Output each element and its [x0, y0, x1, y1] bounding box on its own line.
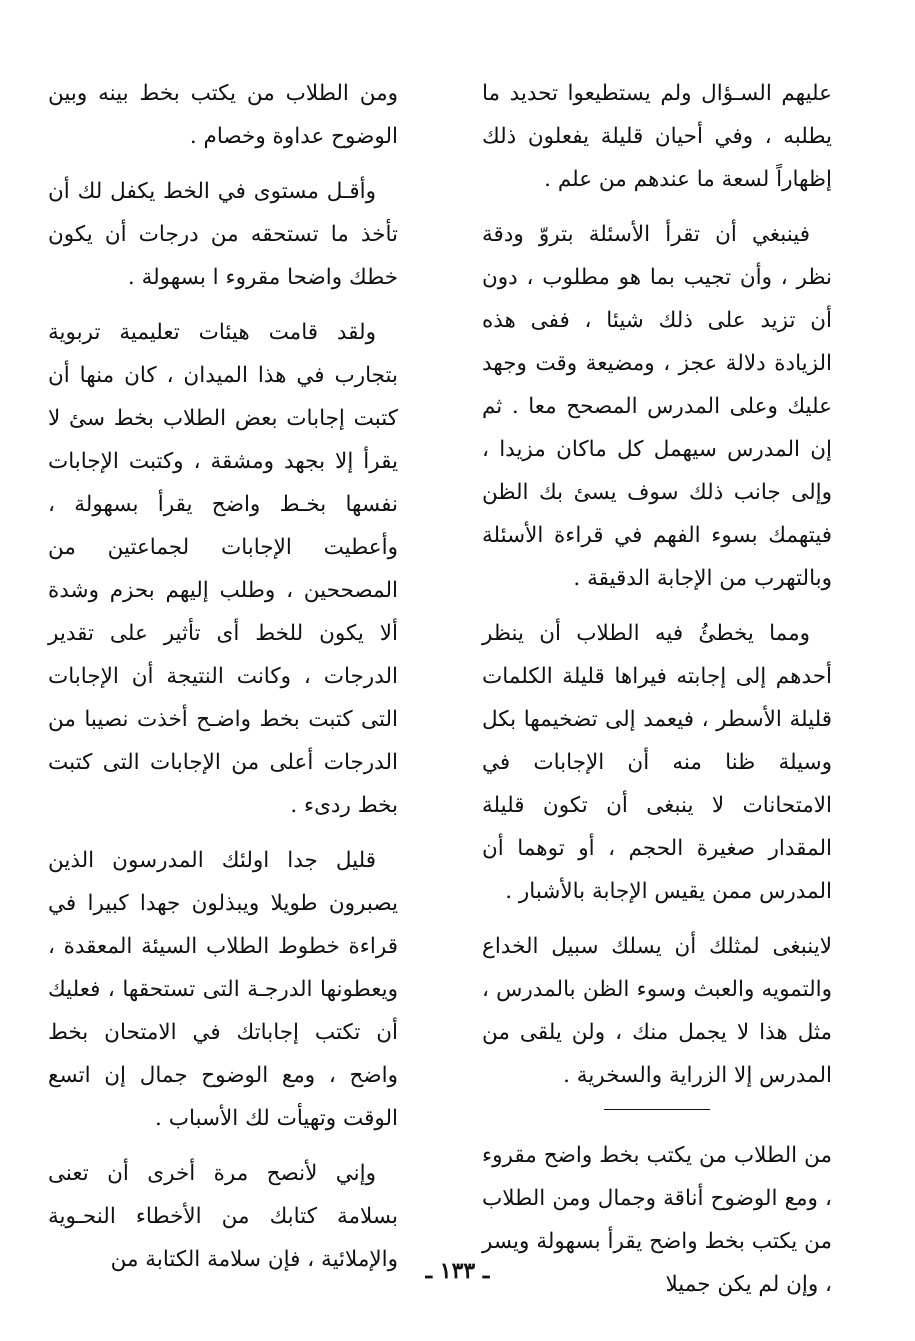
page-number: ـ ١٣٣ ـ: [425, 1258, 490, 1284]
paragraph: ومن الطلاب من يكتب بخط بينه وبين الوضوح عداوة وخصام .: [48, 81, 398, 149]
section-divider: [604, 1109, 710, 1110]
paragraph: فينبغي أن تقرأ الأسئلة بتروّ ودقة نظر ، وأن تجيب بما هو مطلوب ، دون أن تزيد على ذلك شيئا ، ففى هذه الزيادة دلالة عجز ، ومضيعة وقت وجهد عليك وعلى المدرس المصحح معا . ثم إن المدرس سيهمل كل ماكان مزيدا ، وإلى جانب ذلك سوف يسئ بك الظن فيتهمك بسوء الفهم في قراءة الأسئلة وبالتهرب من الإجابة الدقيقة .: [482, 222, 832, 591]
paragraph: وإني لأنصح مرة أخرى أن تعنى بسلامة كتابك من الأخطاء النحـوية والإملائية ، فإن سلامة الكتابة من: [48, 1161, 398, 1272]
right-column: [482, 72, 832, 1318]
paragraph: لاينبغى لمثلك أن يسلك سبيل الخداع والتمويه والعبث وسوء الظن بالمدرس ، مثل هذا لا يجمل منك ، ولن يلقى من المدرس إلا الزراية والسخرية .: [482, 934, 832, 1088]
left-column: [48, 72, 398, 1293]
paragraph: عليهم السـؤال ولم يستطيعوا تحديد ما يطلبه ، وفي أحيان قليلة يفعلون ذلك إظهاراً لسعة ما عندهم من علم .: [482, 81, 832, 192]
paragraph: ولقد قامت هيئات تعليمية تربوية بتجارب في هذا الميدان ، كان منها أن كتبت إجابات بعض الطلاب بخط سئ لا يقرأ إلا بجهد ومشقة ، وكتبت الإجابات نفسها بخـط واضح يقرأ بسهولة ، وأعطيت الإجابات لجماعتين من المصححين ، وطلب إليهم بحزم وشدة ألا يكون للخط أى تأثير على تقدير الدرجات ، وكانت النتيجة أن الإجابات التى كتبت بخط واضـح أخذت نصيبا من الدرجات أعلى من الإجابات التى كتبت بخط ردىء .: [48, 320, 398, 818]
paragraph: من الطلاب من يكتب بخط واضح مقروء ، ومع الوضوح أناقة وجمال ومن الطلاب من يكتب بخط واضح يقرأ بسهولة ويسر ، وإن لم يكن جميلا: [482, 1143, 832, 1297]
paragraph: قليل جدا اولئك المدرسون الذين يصبرون طويلا ويبذلون جهدا كبيرا في قراءة خطوط الطلاب السيئة المعقدة ، ويعطونها الدرجـة التى تستحقها ، فعليك أن تكتب إجاباتك في الامتحان بخط واضح ، ومع الوضوح جمال إن اتسع الوقت وتهيأت لك الأسباب .: [48, 848, 398, 1131]
paragraph: وأقـل مستوى في الخط يكفل لك أن تأخذ ما تستحقه من درجات أن يكون خطك واضحا مقروء ا بسهولة .: [48, 179, 398, 290]
paragraph: ومما يخطئُ فيه الطلاب أن ينظر أحدهم إلى إجابته فيراها قليلة الكلمات قليلة الأسطر ، فيعمد إلى تضخيمها بكل وسيلة ظنا منه أن الإجابات في الامتحانات لا ينبغى أن تكون قليلة المقدار صغيرة الحجم ، أو توهما أن المدرس ممن يقيس الإجابة بالأشبار .: [482, 621, 832, 904]
